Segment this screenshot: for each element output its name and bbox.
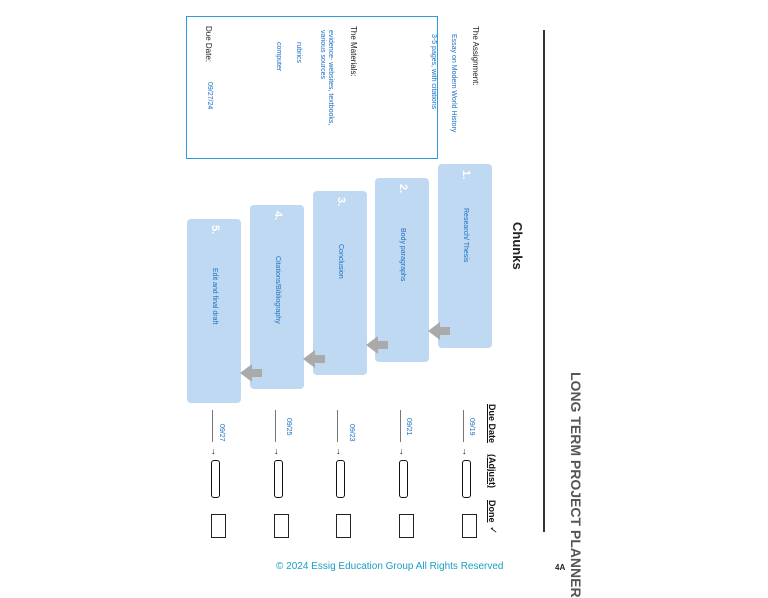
assignment-box bbox=[186, 16, 438, 159]
done-checkbox[interactable] bbox=[211, 514, 226, 538]
chunk-5-text: Edit and final draft bbox=[211, 268, 218, 325]
chunk-4-number: 4. bbox=[272, 211, 284, 221]
chunk-1-due-date: 09/19 bbox=[468, 418, 475, 436]
chunk-4-text: Citations/Bibliography bbox=[274, 256, 281, 324]
assignment-label: The Assignment: bbox=[471, 26, 480, 86]
chunk-1-text: Research/ Thesis bbox=[462, 208, 469, 263]
due-date-label: Due Date: bbox=[204, 26, 213, 63]
done-checkbox[interactable] bbox=[274, 514, 289, 538]
chunk-2-text: Body paragraphs bbox=[399, 228, 406, 282]
title-rule bbox=[543, 30, 545, 532]
assignment-line-1: Essay on Modern World History bbox=[450, 34, 457, 133]
materials-line-2: various sources bbox=[319, 30, 326, 80]
chunk-5-number: 5. bbox=[209, 225, 221, 235]
arrow-down-icon: ↓ bbox=[462, 446, 467, 456]
arrow-left-icon bbox=[366, 336, 378, 354]
chunk-1-number: 1. bbox=[460, 170, 472, 180]
adjust-column-header: (Adjust) bbox=[487, 454, 497, 488]
materials-line-1: evidence- websites, textbooks, bbox=[327, 30, 334, 126]
arrow-down-icon: ↓ bbox=[336, 446, 341, 456]
chunk-3-number: 3. bbox=[335, 197, 347, 207]
due-date-underline bbox=[337, 410, 338, 442]
page-title-text: LONG TERM PROJECT PLANNER bbox=[568, 372, 584, 598]
done-checkbox[interactable] bbox=[336, 514, 351, 538]
due-date-underline bbox=[275, 410, 276, 442]
arrow-down-icon: ↓ bbox=[211, 446, 216, 456]
chunk-2-due-date: 09/21 bbox=[405, 418, 412, 436]
due-date-underline bbox=[463, 410, 464, 442]
due-date-underline bbox=[400, 410, 401, 442]
page-number: 4A bbox=[555, 563, 566, 572]
due-date-column-header: Due Date bbox=[487, 404, 497, 444]
adjust-date-field[interactable] bbox=[211, 460, 220, 498]
adjust-date-field[interactable] bbox=[399, 460, 408, 498]
adjust-date-field[interactable] bbox=[336, 460, 345, 498]
due-date-value: 09/27/24 bbox=[206, 82, 213, 110]
materials-label: The Materials: bbox=[349, 26, 358, 77]
done-checkbox[interactable] bbox=[399, 514, 414, 538]
arrow-left-icon bbox=[240, 364, 252, 382]
copyright-footer: © 2024 Essig Education Group All Rights Reserved bbox=[276, 561, 504, 572]
arrow-left-icon bbox=[303, 350, 315, 368]
chunk-3-text: Conclusion bbox=[337, 244, 344, 279]
chunk-4-due-date: 09/25 bbox=[285, 418, 292, 436]
arrow-left-icon bbox=[428, 322, 440, 340]
chunk-2-number: 2. bbox=[397, 184, 409, 194]
arrow-down-icon: ↓ bbox=[274, 446, 279, 456]
chunk-3-due-date: 09/23 bbox=[348, 424, 355, 442]
chunk-5-due-date: 09/27 bbox=[218, 424, 225, 442]
done-checkbox[interactable] bbox=[462, 514, 477, 538]
due-date-underline bbox=[212, 410, 213, 442]
chunks-heading: Chunks bbox=[510, 222, 525, 270]
arrow-down-icon: ↓ bbox=[399, 446, 404, 456]
materials-line-4: computer bbox=[275, 42, 282, 72]
page-title bbox=[568, 372, 584, 598]
adjust-date-field[interactable] bbox=[462, 460, 471, 498]
assignment-line-2: 3-5 pages, with citations bbox=[430, 34, 437, 110]
adjust-date-field[interactable] bbox=[274, 460, 283, 498]
materials-line-3: rubrics bbox=[295, 42, 302, 64]
checkmark-icon: ✓ bbox=[487, 526, 498, 535]
chunk-3 bbox=[313, 191, 367, 375]
done-column-header: Done bbox=[487, 500, 497, 523]
